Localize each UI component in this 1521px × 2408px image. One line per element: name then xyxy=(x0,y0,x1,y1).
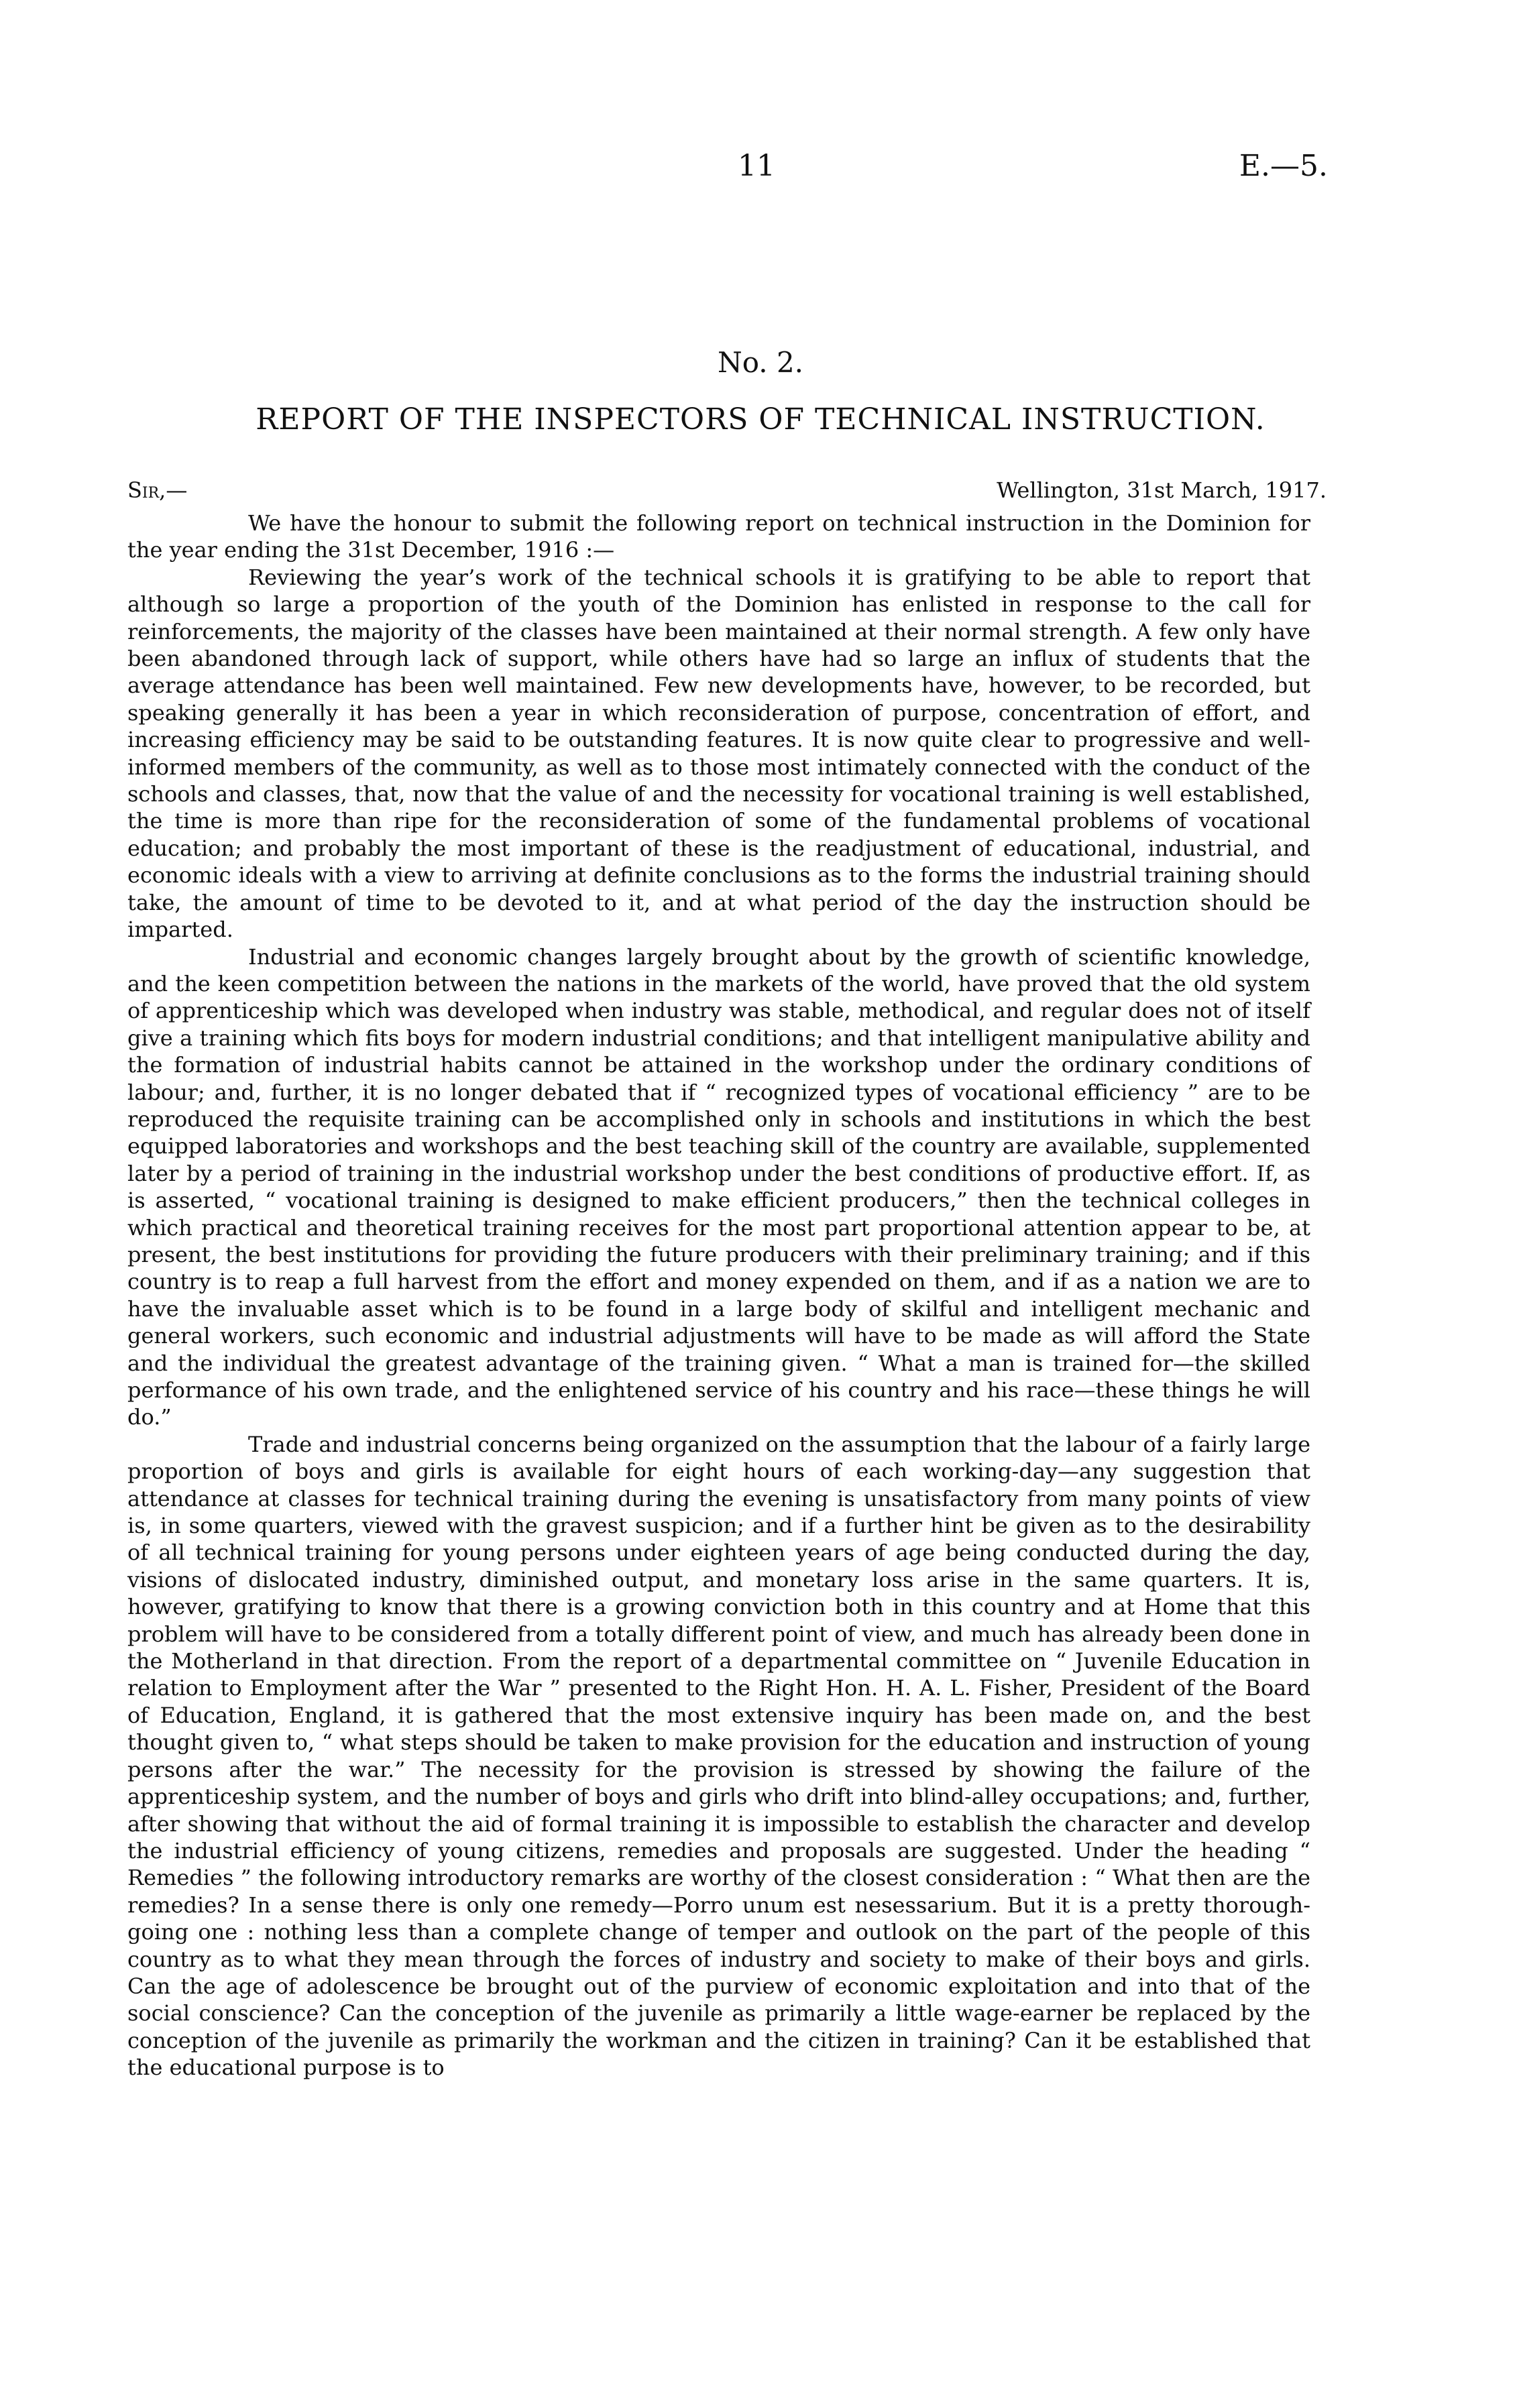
salutation-text: Sir,— xyxy=(127,477,188,503)
paragraph-industrial: Industrial and economic changes largely brought about by the growth of scientific knowledge, and the keen competition between the nations in the markets of the world, have proved that the old system of apprenticeship which was developed when industry was stable, methodical, and regular does not of itself give a training which fits boys for modern industrial conditions; and that intelligent manipulative ability and the formation of industrial habits cannot be attained in the workshop under the ordinary conditions of labour; and, further, it is no longer debated that if “ recognized types of vocational efficiency ” are to be reproduced the requisite training can be accomplished only in schools and institutions in which the best equipped laboratories and workshops and the best teaching skill of the country are available, supplemented later by a period of training in the industrial workshop under the best conditions of productive effort. If, as is asserted, “ vocational training is designed to make efficient producers,” then the technical colleges in which practical and theoretical training receives for the most part proportional attention appear to be, at present, the best institutions for providing the future producers with their preliminary training; and if this country is to reap a full harvest from the effort and money expended on them, and if as a nation we are to have the invaluable asset which is to be found in a large body of skilful and intelligent mechanic and general workers, such economic and industrial adjustments will have to be made as will afford the State and the individual the greatest advantage of the training given. “ What a man is trained for—the skilled performance of his own trade, and the enlightened service of his country and his race—these things he will do.” xyxy=(127,943,1310,1430)
paragraph-review: Reviewing the year’s work of the technical schools it is gratifying to be able to report that although so large a proportion of the youth of the Dominion has enlisted in response to the call for reinforcements, the majority of the classes have been maintained at their normal strength. A few only have been abandoned through lack of support, while others have had so large an influx of students that the average attendance has been well maintained. Few new developments have, however, to be recorded, but speaking generally it has been a year in which reconsideration of purpose, concentration of effort, and increasing efficiency may be said to be outstanding features. It is now quite clear to progressive and well-informed members of the community, as well as to those most intimately connected with the conduct of the schools and classes, that, now that the value of and the necessity for vocational training is well established, the time is more than ripe for the reconsideration of some of the fundamental problems of vocational education; and probably the most important of these is the readjustment of educational, industrial, and economic ideals with a view to arriving at definite conclusions as to the forms the industrial training should take, the amount of time to be devoted to it, and at what period of the day the instruction should be imparted. xyxy=(127,564,1310,943)
page-number: 11 xyxy=(738,149,775,183)
report-title: REPORT OF THE INSPECTORS OF TECHNICAL INSTRUCTION. xyxy=(256,402,1265,437)
page-code: E.—5. xyxy=(1239,149,1328,183)
report-body xyxy=(127,510,1310,2081)
paragraph-trade: Trade and industrial concerns being organized on the assumption that the labour of a fairly large proportion of boys and girls is available for eight hours of each working-day—any suggestion that attendance at classes for technical training during the evening is unsatisfactory from many points of view is, in some quarters, viewed with the gravest suspicion; and if a further hint be given as to the desirability of all technical training for young persons under eighteen years of age being conducted during the day, visions of dislocated industry, diminished output, and monetary loss arise in the same quarters. It is, however, gratifying to know that there is a growing conviction both in this country and at Home that this problem will have to be considered from a totally different point of view, and much has already been done in the Motherland in that direction. From the report of a departmental committee on “ Juvenile Education in relation to Employment after the War ” presented to the Right Hon. H. A. L. Fisher, President of the Board of Education, England, it is gathered that the most extensive inquiry has been made on, and the best thought given to, “ what steps should be taken to make provision for the education and instruction of young persons after the war.” The necessity for the provision is stressed by showing the failure of the apprenticeship system, and the number of boys and girls who drift into blind-alley occupations; and, further, after showing that without the aid of formal training it is impossible to establish the character and develop the industrial efficiency of young citizens, remedies and proposals are suggested. Under the heading “ Remedies ” the following introductory remarks are worthy of the closest consideration : “ What then are the remedies? In a sense there is only one remedy—Porro unum est nesessarium. But it is a pretty thorough-going one : nothing less than a complete change of temper and outlook on the part of the people of this country as to what they mean through the forces of industry and society to make of their boys and girls. Can the age of adolescence be brought out of the purview of economic exploitation and into that of the social conscience? Can the conception of the juvenile as primarily a little wage-earner be replaced by the conception of the juvenile as primarily the workman and the citizen in training? Can it be established that the educational purpose is to xyxy=(127,1431,1310,2081)
salutation xyxy=(127,477,187,503)
report-number: No. 2. xyxy=(717,346,804,379)
dateline: Wellington, 31st March, 1917. xyxy=(997,477,1327,503)
paragraph-intro: We have the honour to submit the following report on technical instruction in the Dominion for the year ending the 31st December, 1916 :— xyxy=(127,510,1310,563)
